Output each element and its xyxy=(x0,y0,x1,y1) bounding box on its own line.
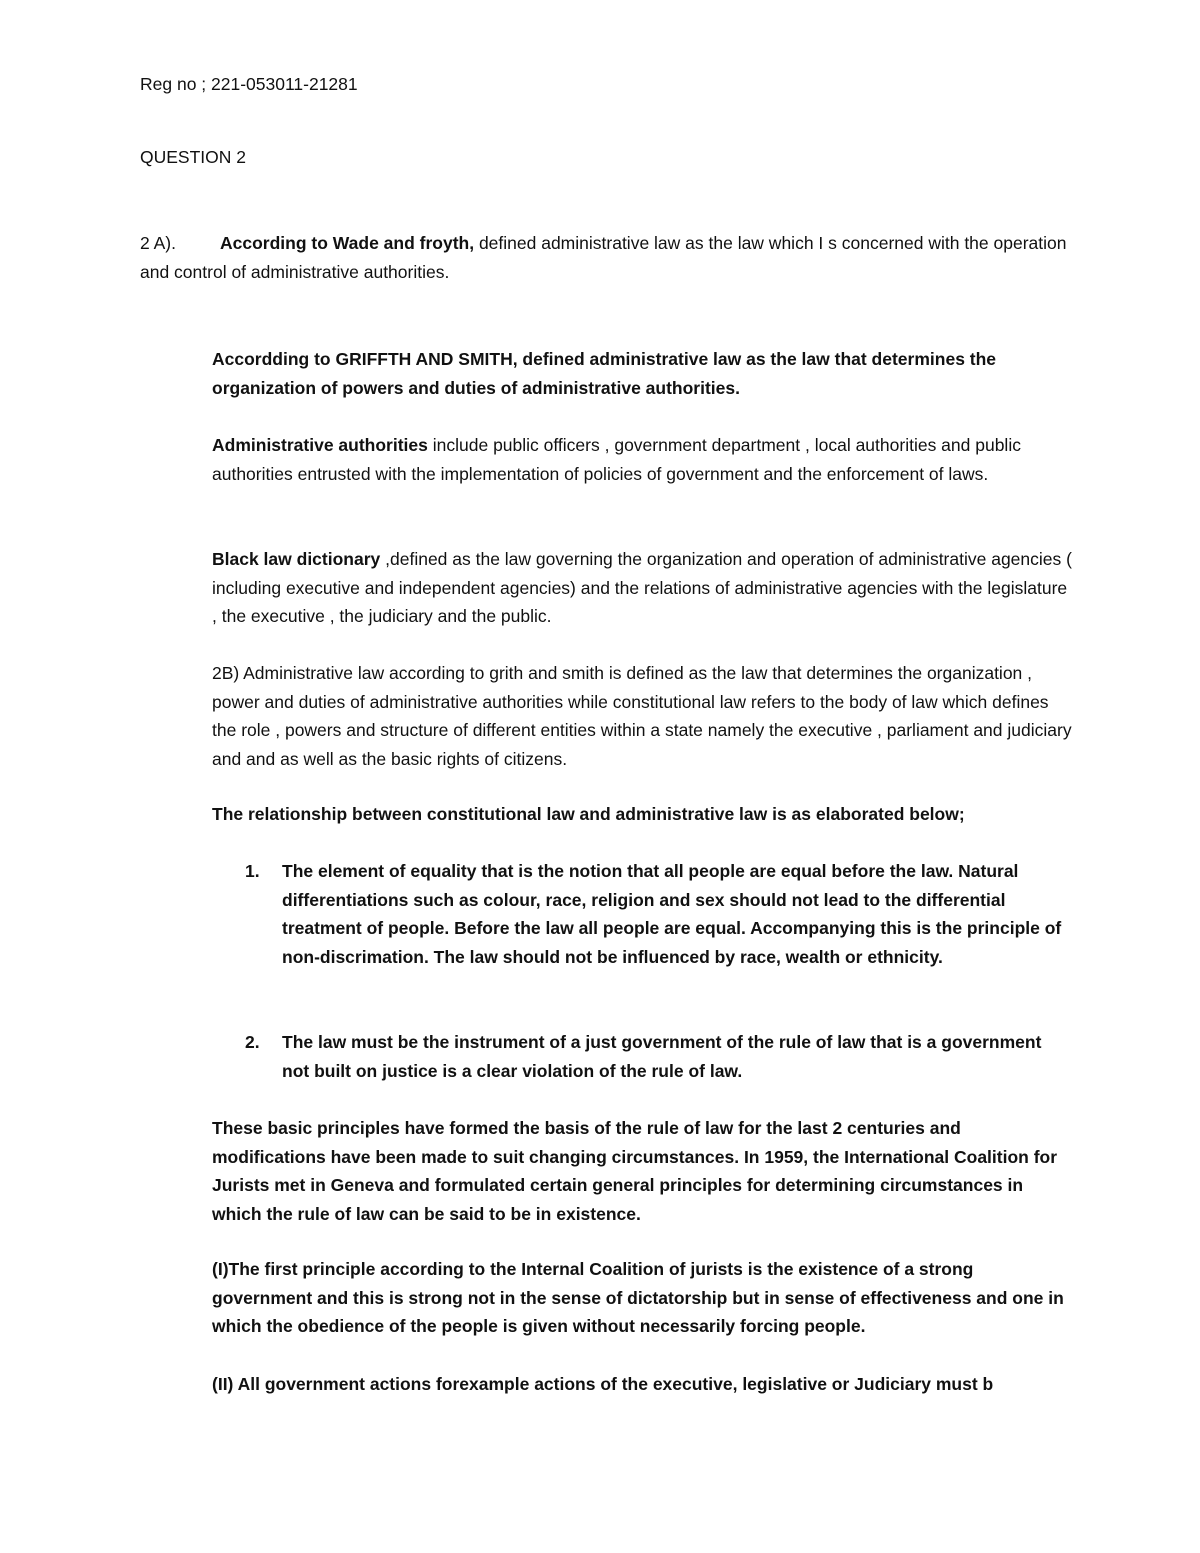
list-item-text: The element of equality that is the notion that all people are equal before the law. Natural differentiations such as colour, race, religion and sex should not lead to the differential treatment of people. Before the law all people are equal. Accompanying this is the principle of non-discrimation. The law should not be influenced by race, wealth or ethnicity. xyxy=(282,861,1062,967)
principle-i: (I)The first principle according to the Internal Coalition of jurists is the existence of a strong government and this is strong not in the sense of dictatorship but in sense of effectiveness and one in which the obedience of the people is given without necessarily forcing people. xyxy=(212,1259,1064,1336)
section-b-intro: 2B) Administrative law according to grith and smith is defined as the law that determines the organization , power and duties of administrative authorities while constitutional law refers to the body of law which defines the role , powers and structure of different entities within a state namely the executive , parliament and judiciary and and as well as the basic rights of citizens. xyxy=(212,663,1072,769)
list-item-number: 1. xyxy=(245,861,260,881)
list-item-text: The law must be the instrument of a just government of the rule of law that is a government not built on justice is a clear violation of the rule of law. xyxy=(282,1032,1042,1081)
admin-authorities-para xyxy=(212,431,1072,488)
black-law-para xyxy=(212,545,1072,631)
section-a-wade xyxy=(140,229,1070,286)
question-heading: QUESTION 2 xyxy=(140,147,246,167)
black-law-text: ,defined as the law governing the organization and operation of administrative agencies ( including executive and independent agencies) and the relations of administrative agencies with the legislature , the executive , the judiciary and the public. xyxy=(212,549,1072,626)
black-law-term: Black law dictionary xyxy=(212,549,381,569)
reg-number: Reg no ; 221-053011-21281 xyxy=(140,74,358,94)
griffith-definition: Accordding to GRIFFTH AND SMITH, defined administrative law as the law that determines the organization of powers and duties of administrative authorities. xyxy=(212,349,997,398)
admin-authorities-term: Administrative authorities xyxy=(212,435,428,455)
wade-source: According to Wade and froyth, xyxy=(220,233,475,253)
principle-ii: (II) All government actions forexample actions of the executive, legislative or Judiciary must b xyxy=(212,1374,994,1394)
list-item-number: 2. xyxy=(245,1032,260,1052)
wade-definition: defined administrative law as the law which I s concerned with the operation and control of administrative authorities. xyxy=(140,233,1067,282)
relationship-heading: The relationship between constitutional law and administrative law is as elaborated below; xyxy=(212,804,965,824)
admin-authorities-text: include public officers , government department , local authorities and public authorities entrusted with the implementation of policies of government and the enforcement of laws. xyxy=(212,435,1021,484)
section-a-label: 2 A). xyxy=(140,233,176,253)
principles-paragraph: These basic principles have formed the basis of the rule of law for the last 2 centuries and modifications have been made to suit changing circumstances. In 1959, the International Coalition for Jurists met in Geneva and formulated certain general principles for determining circumstances in which the rule of law can be said to be in existence. xyxy=(212,1118,1058,1224)
